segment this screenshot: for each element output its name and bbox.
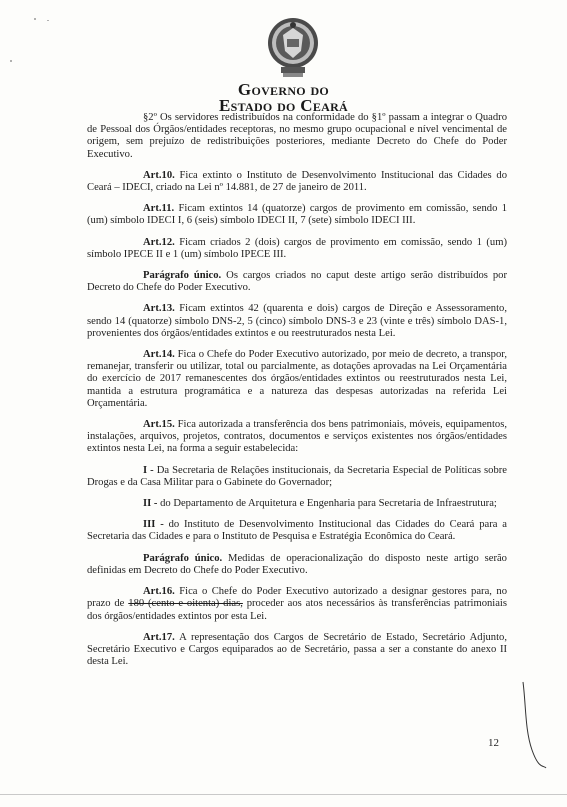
article-11-label: Art.11. xyxy=(143,203,175,215)
paragrafo-unico-2 xyxy=(87,553,507,577)
inciso-2 xyxy=(87,498,507,510)
article-17-label: Art.17. xyxy=(143,631,175,643)
article-14 xyxy=(87,349,507,410)
paragraph-p2-text: §2º Os servidores redistribuídos na conformidade do §1º passam a integrar o Quadro de Pessoal dos Órgãos/entidades receptoras, no mesmo grupo ocupacional e nível vencimental de origem, sem prejuízo de redistribuições posteriores, mediante Decreto do Chefe do Poder Executivo. xyxy=(87,112,507,160)
inciso-1-text: Da Secretaria de Relações institucionais, da Secretaria Especial de Políticas sobre Drogas e da Casa Militar para o Gabinete do Governador; xyxy=(87,464,507,488)
article-13-label: Art.13. xyxy=(143,303,175,315)
inciso-3 xyxy=(87,519,507,543)
page-number: 12 xyxy=(488,737,499,749)
document-body xyxy=(87,112,507,677)
scan-speck xyxy=(34,18,36,20)
article-16-text-a: Fica o Chefe do Poder Executivo autorizado a designar gestores para, no prazo de xyxy=(87,586,507,610)
article-12-label: Art.12. xyxy=(143,236,175,248)
article-15-label: Art.15. xyxy=(143,419,175,431)
article-16 xyxy=(87,586,507,623)
article-11-text: Ficam extintos 14 (quatorze) cargos de provimento em comissão, sendo 1 (um) símbolo IDECI I, 6 (seis) símbolo IDECI II, 7 (sete) símbolo IDECI III. xyxy=(87,203,507,227)
paragrafo-unico-2-text: Medidas de operacionalização do disposto neste artigo serão definidas em Decreto do Chefe do Poder Executivo. xyxy=(87,552,507,576)
inciso-2-label: II - xyxy=(143,498,158,510)
article-17-text: A representação dos Cargos de Secretário de Estado, Secretário Adjunto, Secretário Executivo e Cargos equiparados ao de Secretário, passa a ser a constante do anexo II desta Lei. xyxy=(87,631,507,668)
paragrafo-unico-1-label: Parágrafo único. xyxy=(143,270,222,282)
state-coat-of-arms-icon xyxy=(263,15,323,81)
inciso-3-label: III - xyxy=(143,519,164,531)
article-15 xyxy=(87,419,507,456)
inciso-1 xyxy=(87,465,507,489)
inciso-3-text: do Instituto de Desenvolvimento Institucional das Cidades do Ceará para a Secretaria das Cidades e para o Instituto de Pesquisa e Estratégia Econômica do Ceará. xyxy=(87,519,507,543)
article-14-text: Fica o Chefe do Poder Executivo autorizado, por meio de decreto, a transpor, remanejar, transferir ou utilizar, total ou parcialmente, as dotações aprovadas na Lei Orçamentária do exercício de 2017 remanescentes dos órgãos/entidades extintos ou reestruturados nesta Lei, mantida a estrutura programática e a natureza das despesas autorizadas na referida Lei Orçamentária. xyxy=(87,349,507,409)
paragrafo-unico-2-label: Parágrafo único. xyxy=(143,552,223,564)
article-12-text: Ficam criados 2 (dois) cargos de provimento em comissão, sendo 1 (um) símbolo IPECE II e 1 (um) símbolo IPECE III. xyxy=(87,236,507,260)
inciso-2-text: do Departamento de Arquitetura e Engenharia para Secretaria de Infraestrutura; xyxy=(157,498,497,510)
article-10-text: Fica extinto o Instituto de Desenvolvimento Institucional das Cidades do Ceará – IDECI, criado na Lei nº 14.881, de 27 de janeiro de 2011. xyxy=(87,169,507,194)
footer-rule xyxy=(0,794,567,795)
scan-speck xyxy=(10,60,12,62)
article-16-struck-text: 180 (cento e oitenta) dias, xyxy=(128,598,243,610)
header-estado-do-ceara: Estado do Ceará xyxy=(218,96,349,115)
scan-speck xyxy=(47,20,49,21)
paragraph-p2 xyxy=(87,112,507,161)
article-16-label: Art.16. xyxy=(143,586,175,598)
article-17 xyxy=(87,632,507,669)
article-10-label: Art.10. xyxy=(143,169,175,181)
article-13-text: Ficam extintos 42 (quarenta e dois) cargos de Direção e Assessoramento, sendo 14 (quatorze) símbolo DNS-2, 5 (cinco) símbolo DNS-3 e 23 (vinte e três) símbolo DAS-1, provenientes dos órgãos/entidades extintos e ou reestruturados nesta Lei. xyxy=(87,303,507,339)
inciso-1-label: I - xyxy=(143,464,154,476)
handwritten-margin-line xyxy=(520,680,550,770)
article-15-text: Fica autorizada a transferência dos bens patrimoniais, móveis, equipamentos, instalações, arquivos, projetos, contratos, documentos e serviços existentes nos órgãos/entidades extintos nesta Lei, na forma a seguir estabelecida: xyxy=(87,419,507,455)
paragrafo-unico-1-text: Os cargos criados no caput deste artigo serão distribuídos por Decreto do Chefe do Poder Executivo. xyxy=(87,270,507,294)
article-14-label: Art.14. xyxy=(143,349,175,361)
article-10 xyxy=(87,170,507,194)
article-11 xyxy=(87,203,507,227)
article-16-text-b: proceder aos atos necessários às transferências patrimoniais dos órgãos/entidades extintos por esta Lei. xyxy=(87,598,507,622)
paragrafo-unico-1 xyxy=(87,270,507,294)
article-12 xyxy=(87,237,507,261)
article-13 xyxy=(87,303,507,340)
header-governo-do: Governo do xyxy=(237,80,330,99)
